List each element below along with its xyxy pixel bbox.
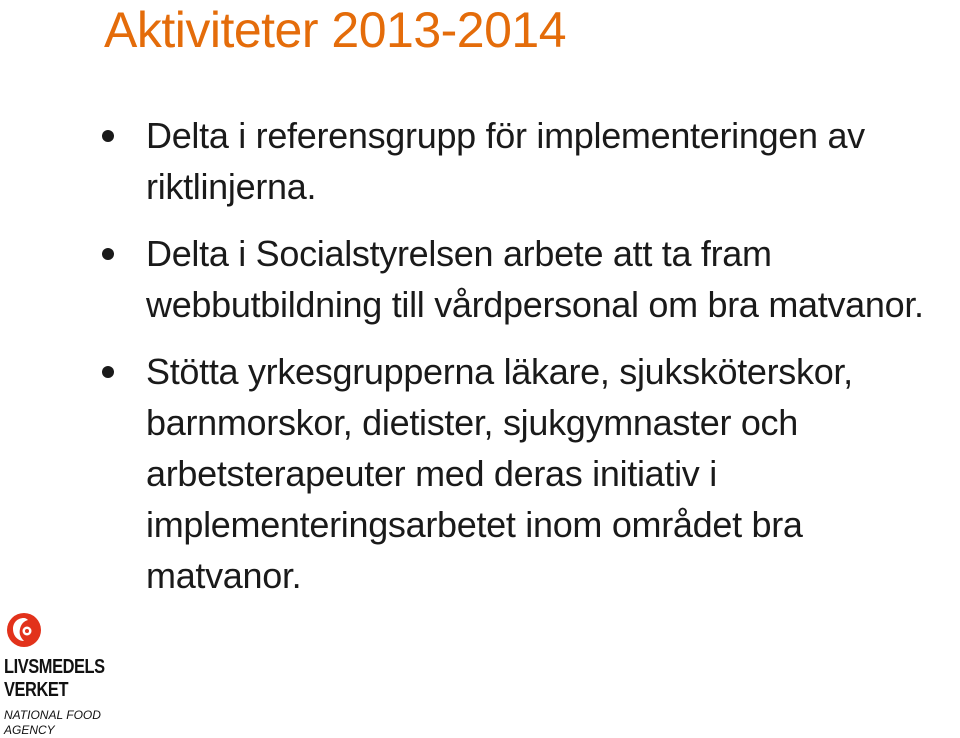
logo-subtitle-line1: NATIONAL FOOD [4, 708, 101, 722]
bullet-text: Stötta yrkesgrupperna läkare, sjuksköterskor, barnmorskor, dietister, sjukgymnaster och arbetsterapeuter med deras initiativ i implementeringsarbetet inom området bra matvanor. [146, 351, 853, 596]
bullet-item [100, 110, 950, 212]
logo-name-line1: LIVSMEDELS [4, 656, 105, 678]
bullet-item [100, 228, 950, 330]
logo-name-line2: VERKET [4, 679, 69, 701]
bullet-text: Delta i Socialstyrelsen arbete att ta fram webbutbildning till vårdpersonal om bra matvanor. [146, 233, 924, 325]
bullet-icon [102, 248, 114, 260]
bullet-icon [102, 366, 114, 378]
bullet-icon [102, 130, 114, 142]
bullet-text: Delta i referensgrupp för implementeringen av riktlinjerna. [146, 115, 865, 207]
slide-title: Aktiviteter 2013-2014 [104, 2, 567, 58]
livsmedelsverket-logo-icon [6, 612, 42, 648]
livsmedelsverket-logo [4, 612, 104, 738]
bullet-list [100, 110, 950, 617]
logo-subtitle-line2: AGENCY [4, 723, 55, 737]
bullet-item [100, 346, 950, 601]
